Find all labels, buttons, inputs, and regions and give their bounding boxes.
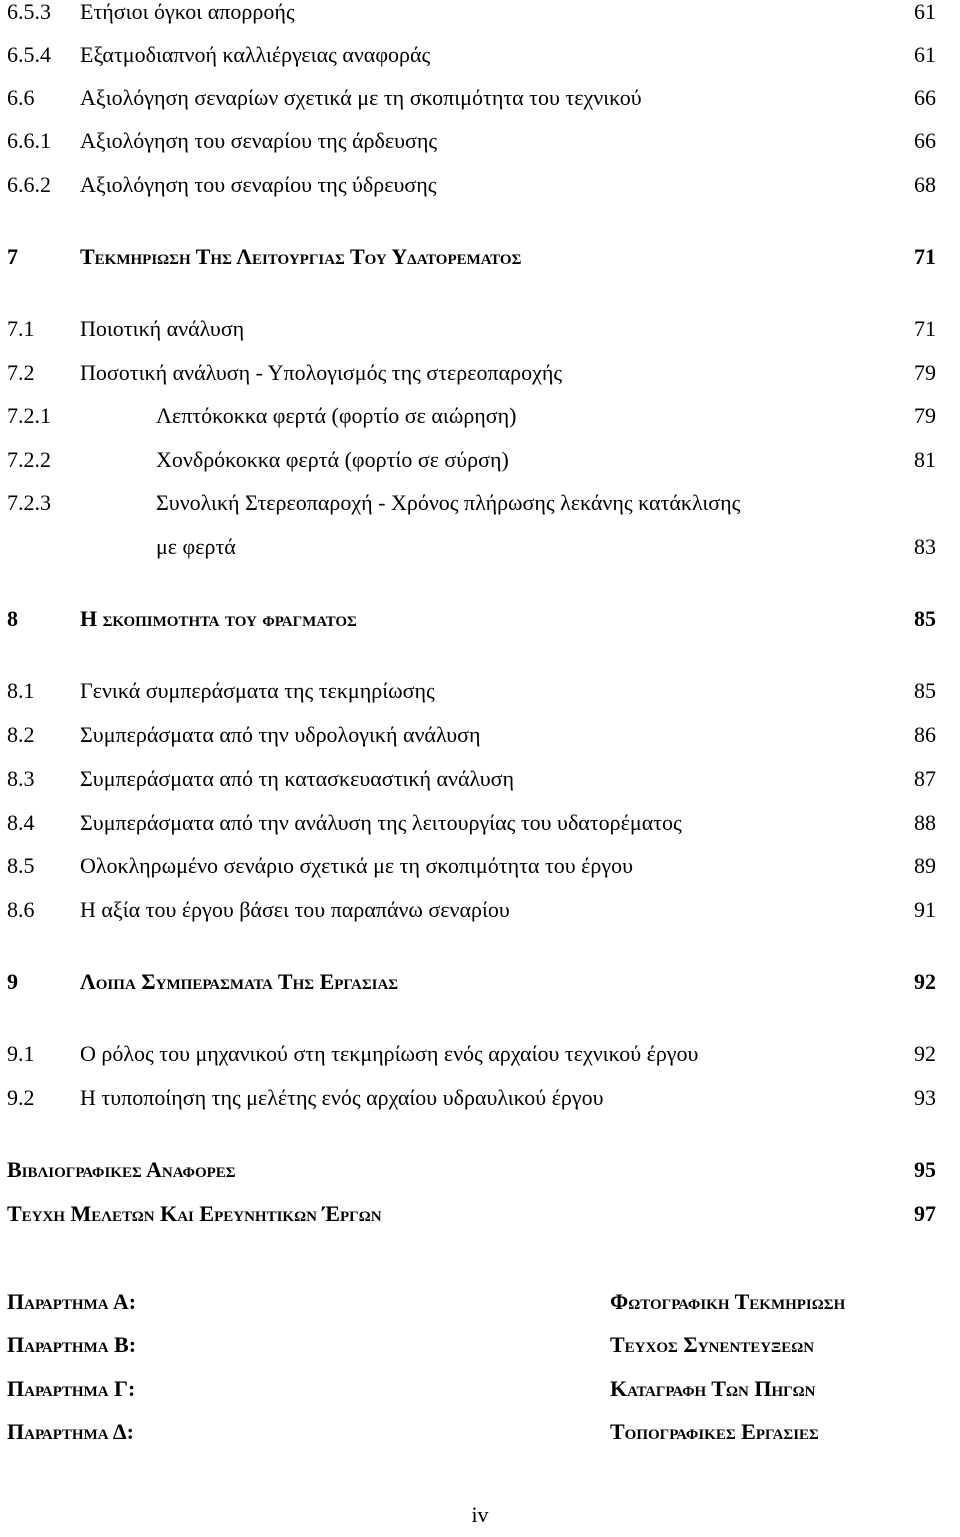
- toc-backmatter-page: 97: [914, 1201, 936, 1226]
- toc-entry-page: 83: [914, 534, 936, 559]
- toc-entry-continuation: [0, 530, 960, 564]
- toc-entry-title: Ολοκληρωμένο σενάριο σχετικά με τη σκοπιμότητα του έργου: [80, 853, 634, 878]
- toc-entry: [0, 81, 960, 115]
- toc-appendix-label: Παραρτημα Γ:: [7, 1376, 136, 1401]
- toc-chapter-number: 9: [7, 969, 18, 994]
- toc-entry: [0, 38, 960, 72]
- toc-chapter-number: 7: [7, 244, 18, 269]
- toc-backmatter-entry: [0, 1197, 960, 1231]
- toc-entry-title: Ετήσιοι όγκοι απορροής: [80, 0, 295, 24]
- toc-entry-page: 79: [914, 403, 936, 428]
- toc-entry-title: Αξιολόγηση σεναρίων σχετικά με τη σκοπιμότητα του τεχνικού: [80, 85, 642, 110]
- toc-entry-title: Γενικά συμπεράσματα της τεκμηρίωσης: [80, 678, 435, 703]
- toc-entry: [0, 1037, 960, 1071]
- toc-entry: [0, 762, 960, 796]
- toc-chapter-title: Η σκοπιμοτητα του φραγματος: [80, 606, 357, 631]
- toc-entry: [0, 0, 960, 29]
- toc-entry-number: 9.1: [7, 1041, 35, 1066]
- toc-entry-title: Συμπεράσματα από την ανάλυση της λειτουργίας του υδατορέματος: [80, 810, 682, 835]
- toc-entry-page: 89: [914, 853, 936, 878]
- toc-entry-title: Η αξία του έργου βάσει του παραπάνω σεναρίου: [80, 897, 510, 922]
- toc-entry-number: 6.5.4: [7, 42, 51, 67]
- toc-entry-number: 7.2.1: [7, 403, 51, 428]
- toc-entry-page: 92: [914, 1041, 936, 1066]
- toc-appendix-label: Παραρτημα Α:: [7, 1289, 137, 1314]
- toc-backmatter-title: Τευχη Μελετων Και Ερευνητικων Έργων: [7, 1201, 382, 1226]
- page-number: iv: [471, 1502, 489, 1527]
- toc-entry-page: 81: [914, 447, 936, 472]
- toc-entry-page: 79: [914, 360, 936, 385]
- toc-entry: [0, 312, 960, 346]
- toc-entry-title: Αξιολόγηση του σεναρίου της άρδευσης: [80, 128, 438, 153]
- toc-entry: [0, 356, 960, 390]
- toc-entry: [0, 893, 960, 927]
- toc-entry: [0, 168, 960, 202]
- toc-entry-page: 93: [914, 1085, 936, 1110]
- toc-entry-number: 8.3: [7, 766, 35, 791]
- toc-entry-title: Χονδρόκοκκα φερτά (φορτίο σε σύρση): [156, 447, 509, 472]
- toc-entry-title: Ο ρόλος του μηχανικού στη τεκμηρίωση ενός αρχαίου τεχνικού έργου: [80, 1041, 699, 1066]
- toc-entry-page: 87: [914, 766, 936, 791]
- toc-appendix-title: Καταγραφη Των Πηγων: [610, 1376, 816, 1401]
- toc-entry-title: Ποιοτική ανάλυση: [80, 316, 245, 341]
- toc-chapter: [0, 965, 960, 999]
- toc-entry-title: Εξατμοδιαπνοή καλλιέργειας αναφοράς: [80, 42, 431, 67]
- toc-entry-page: 66: [914, 128, 936, 153]
- toc-chapter: [0, 240, 960, 274]
- toc-entry-page: 85: [914, 678, 936, 703]
- toc-appendix-label: Παραρτημα Δ:: [7, 1419, 134, 1444]
- toc-entry: [0, 674, 960, 708]
- toc-entry-number: 9.2: [7, 1085, 35, 1110]
- toc-appendix: [0, 1328, 960, 1362]
- toc-entry-page: 86: [914, 722, 936, 747]
- toc-appendix-title: Τευχος Συνεντευξεων: [610, 1332, 815, 1357]
- toc-appendix-title: Τοπογραφικες Εργασιες: [610, 1419, 819, 1444]
- toc-entry-number: 7.1: [7, 316, 35, 341]
- toc-entry-number: 7.2: [7, 360, 35, 385]
- toc-entry-page: 71: [914, 316, 936, 341]
- toc-appendix: [0, 1285, 960, 1319]
- toc-entry: [0, 806, 960, 840]
- toc-chapter: [0, 602, 960, 636]
- toc-appendix: [0, 1372, 960, 1406]
- toc-entry-title: Λεπτόκοκκα φερτά (φορτίο σε αιώρηση): [156, 403, 517, 428]
- toc-entry-title: Η τυποποίηση της μελέτης ενός αρχαίου υδραυλικού έργου: [80, 1085, 604, 1110]
- toc-appendix: [0, 1415, 960, 1449]
- toc-entry-page: 66: [914, 85, 936, 110]
- toc-entry-number: 8.6: [7, 897, 35, 922]
- toc-entry-page: 91: [914, 897, 936, 922]
- toc-appendix-label: Παραρτημα Β:: [7, 1332, 137, 1357]
- toc-entry-page: 68: [914, 172, 936, 197]
- toc-entry: [0, 718, 960, 752]
- toc-entry: [0, 849, 960, 883]
- toc-entry-number: 6.6.2: [7, 172, 51, 197]
- toc-entry-number: 7.2.2: [7, 447, 51, 472]
- toc-entry-number: 7.2.3: [7, 490, 51, 515]
- toc-entry-number: 8.4: [7, 810, 35, 835]
- toc-entry-number: 8.1: [7, 678, 35, 703]
- toc-chapter-page: 85: [914, 606, 936, 631]
- toc-entry: [0, 399, 960, 433]
- toc-chapter-number: 8: [7, 606, 18, 631]
- toc-chapter-title: Τεκμηριωση Της Λειτουργιας Του Υδατορεματος: [80, 244, 522, 269]
- toc-entry-page: 61: [914, 42, 936, 67]
- toc-entry: [0, 124, 960, 158]
- toc-entry-title: Συμπεράσματα από τη κατασκευαστική ανάλυση: [80, 766, 514, 791]
- toc-entry-title-continuation: με φερτά: [156, 534, 236, 559]
- toc-backmatter-entry: [0, 1153, 960, 1187]
- toc-entry-page: 88: [914, 810, 936, 835]
- toc-entry: [0, 1081, 960, 1115]
- toc-entry-title: Συνολική Στερεοπαροχή - Χρόνος πλήρωσης λεκάνης κατάκλισης: [156, 490, 741, 515]
- toc-entry-title: Ποσοτική ανάλυση - Υπολογισμός της στερεοπαροχής: [80, 360, 563, 385]
- toc-entry-title: Αξιολόγηση του σεναρίου της ύδρευσης: [80, 172, 437, 197]
- toc-entry: [0, 486, 960, 520]
- toc-entry-number: 6.5.3: [7, 0, 51, 24]
- toc-backmatter-title: Βιβλιογραφικες Αναφορες: [7, 1157, 236, 1182]
- toc-backmatter-page: 95: [914, 1157, 936, 1182]
- toc-chapter-title: Λοιπα Συμπερασματα Της Εργασιας: [80, 969, 399, 994]
- toc-chapter-page: 71: [914, 244, 936, 269]
- toc-chapter-page: 92: [914, 969, 936, 994]
- toc-entry-title: Συμπεράσματα από την υδρολογική ανάλυση: [80, 722, 481, 747]
- toc-entry: [0, 443, 960, 477]
- toc-entry-page: 61: [914, 0, 936, 24]
- toc-entry-number: 6.6.1: [7, 128, 51, 153]
- toc-entry-number: 6.6: [7, 85, 35, 110]
- toc-entry-number: 8.2: [7, 722, 35, 747]
- toc-entry-number: 8.5: [7, 853, 35, 878]
- toc-appendix-title: Φωτογραφικη Τεκμηριωση: [610, 1289, 846, 1314]
